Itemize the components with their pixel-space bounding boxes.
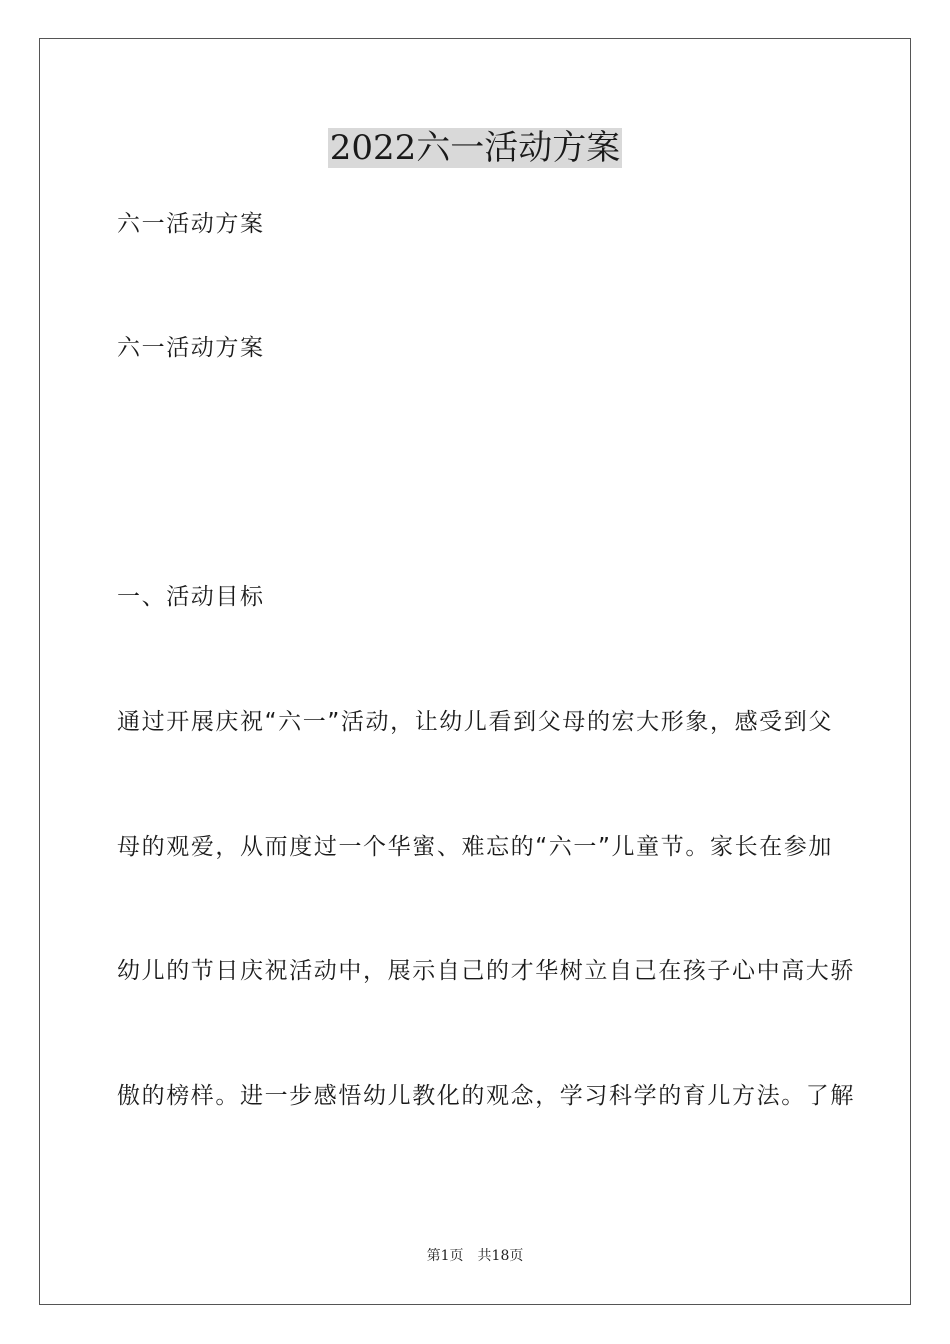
body-paragraph-line: 幼儿的节日庆祝活动中，展示自己的才华树立自己在孩子心中高大骄	[117, 958, 855, 984]
section-heading: 一、活动目标	[117, 584, 265, 610]
page-number: 第1页	[426, 1248, 464, 1264]
body-paragraph-line: 通过开展庆祝“六一”活动，让幼儿看到父母的宏大形象，感受到父	[117, 709, 833, 735]
page-footer	[0, 1246, 950, 1266]
body-paragraph-line: 傲的榜样。进一步感悟幼儿教化的观念，学习科学的育儿方法。了解	[117, 1083, 855, 1109]
subtitle-line-2: 六一活动方案	[117, 335, 265, 361]
body-paragraph-line: 母的观爱，从而度过一个华蜜、难忘的“六一”儿童节。家长在参加	[117, 834, 833, 860]
page-total: 共18页	[477, 1248, 524, 1264]
document-title-text: 2022六一活动方案	[329, 128, 621, 168]
document-title	[0, 126, 950, 170]
subtitle-line-1: 六一活动方案	[117, 211, 265, 237]
